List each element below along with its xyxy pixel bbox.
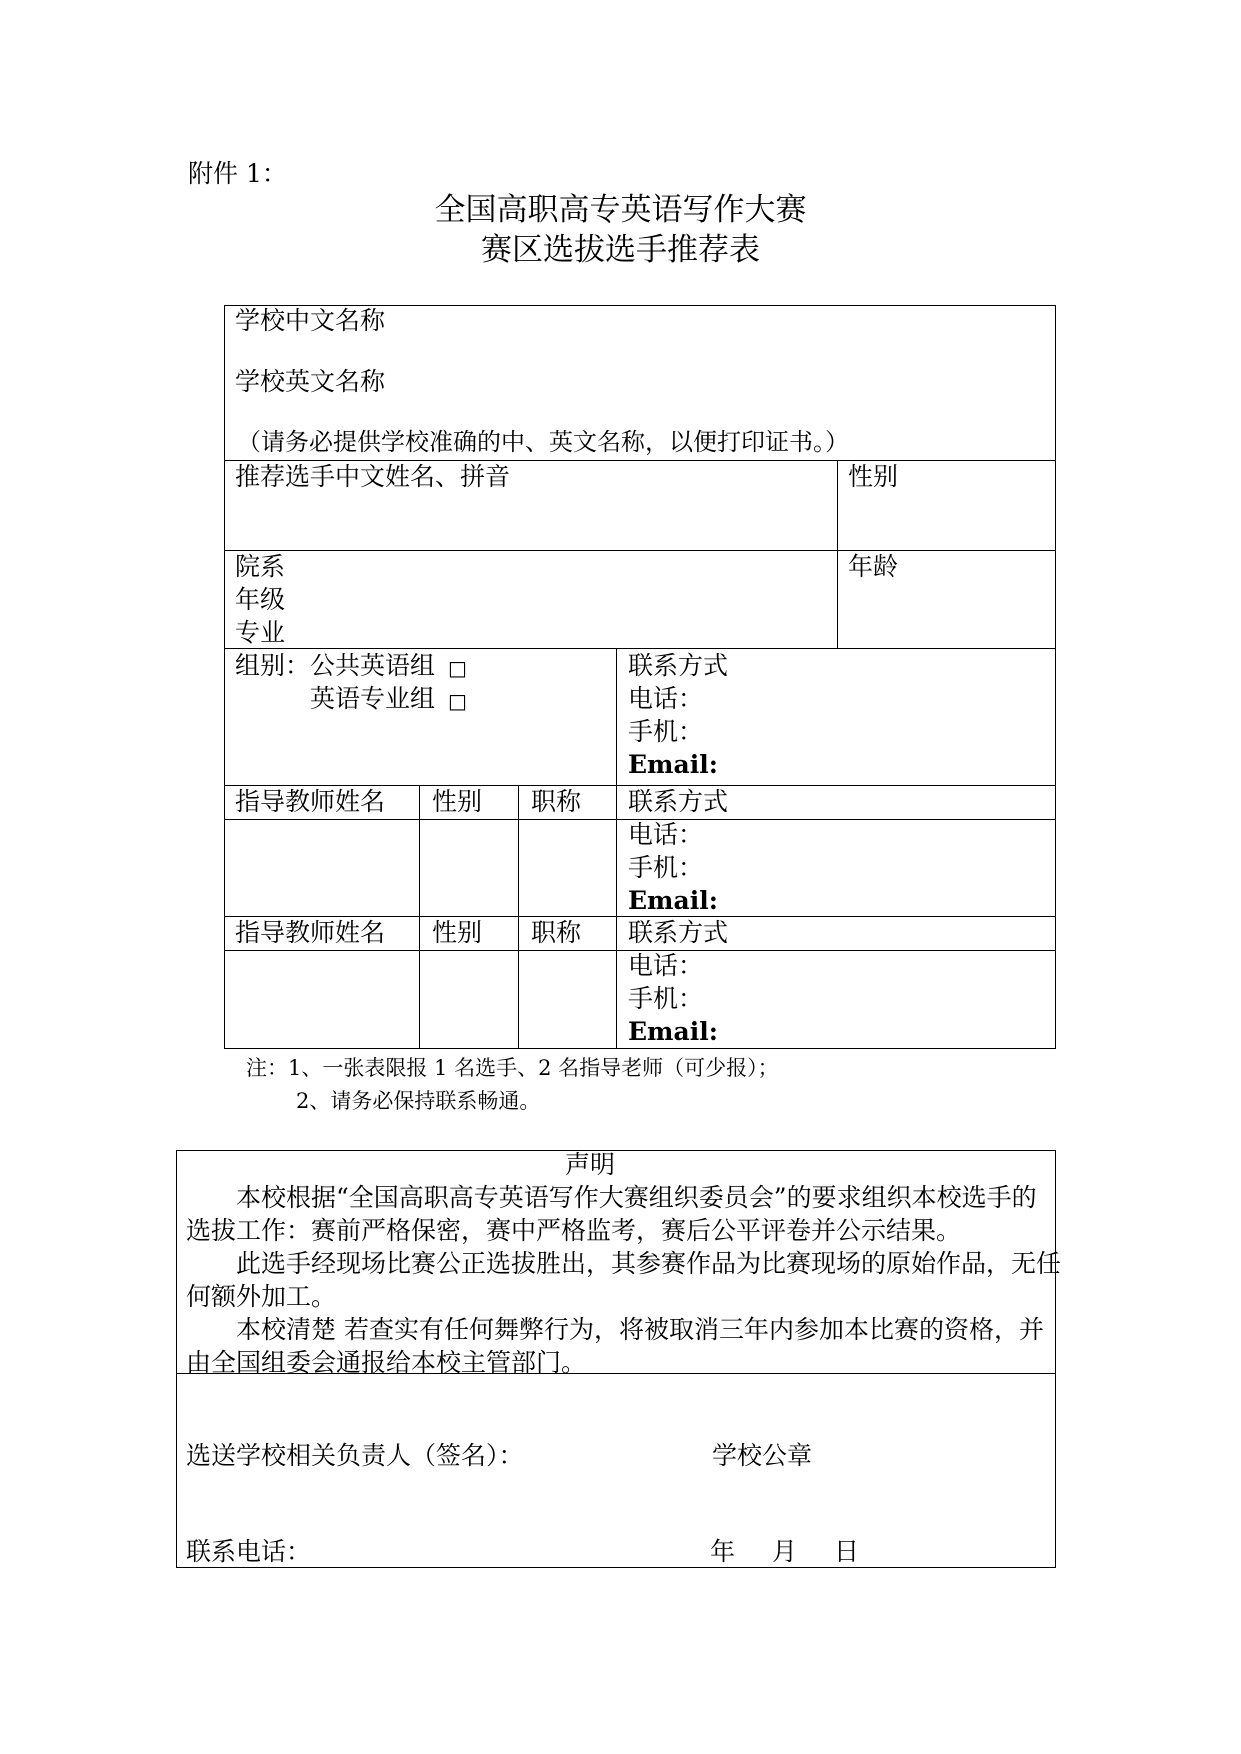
dept-label: 院系 [235, 552, 286, 581]
declaration-title: 声明 [565, 1150, 616, 1179]
teacher1-gender-label: 性别 [432, 787, 483, 816]
teacher1-name-label: 指导教师姓名 [235, 787, 386, 816]
attachment-label: 附件 1： [188, 159, 287, 188]
teacher1-email-label: Email: [628, 886, 718, 915]
date-month-label: 月 [772, 1537, 798, 1566]
teacher2-name-label: 指导教师姓名 [235, 918, 386, 947]
page-title: 全国高职高专英语写作大赛 [434, 192, 807, 228]
teacher2-gender-label: 性别 [432, 918, 483, 947]
school-seal-label: 学校公章 [712, 1441, 813, 1470]
declaration-p2-line1: 此选手经现场比赛公正选拔胜出，其参赛作品为比赛现场的原始作品，无任 [236, 1249, 1062, 1278]
student-mobile-label: 手机： [628, 717, 704, 746]
page-subtitle: 赛区选拔选手推荐表 [481, 232, 760, 268]
date-year-label: 年 [710, 1537, 736, 1566]
teacher2-email-label: Email: [628, 1017, 718, 1046]
student-contact-label: 联系方式 [628, 651, 729, 680]
teacher1-contact-label: 联系方式 [628, 787, 729, 816]
teacher2-contact-label: 联系方式 [628, 918, 729, 947]
group-label: 组别： [235, 651, 311, 680]
group-public-checkbox[interactable]: □ [448, 656, 467, 680]
note-line-1: 注：1、一张表限报 1 名选手、2 名指导老师（可少报）； [246, 1056, 779, 1080]
responsible-person-signature-label: 选送学校相关负责人（签名）： [186, 1441, 524, 1470]
age-label: 年龄 [848, 552, 899, 581]
group-english-major-label: 英语专业组 [310, 684, 436, 713]
student-name-label: 推荐选手中文姓名、拼音 [235, 462, 511, 491]
school-en-name-label: 学校英文名称 [235, 367, 386, 396]
note-line-2: 2、请务必保持联系畅通。 [296, 1089, 541, 1113]
date-day-label: 日 [834, 1537, 860, 1566]
grade-label: 年级 [235, 585, 286, 614]
declaration-p1-line1: 本校根据“全国高职高专英语写作大赛组织委员会”的要求组织本校选手的 [236, 1183, 1037, 1212]
student-phone-label: 电话： [628, 684, 704, 713]
school-cn-name-label: 学校中文名称 [235, 306, 386, 335]
teacher1-phone-label: 电话： [628, 820, 704, 849]
teacher1-title-label: 职称 [531, 787, 582, 816]
school-name-note: （请务必提供学校准确的中、英文名称，以便打印证书。） [237, 428, 849, 456]
group-public-english-label: 公共英语组 [310, 651, 436, 680]
declaration-p1-line2: 选拔工作：赛前严格保密，赛中严格监考，赛后公平评卷并公示结果。 [186, 1216, 962, 1245]
teacher2-mobile-label: 手机： [628, 984, 704, 1013]
teacher2-phone-label: 电话： [628, 951, 704, 980]
student-gender-label: 性别 [848, 462, 899, 491]
declaration-p3-line1: 本校清楚 若查实有任何舞弊行为，将被取消三年内参加本比赛的资格，并 [236, 1315, 1044, 1344]
teacher1-mobile-label: 手机： [628, 853, 704, 882]
contact-phone-label: 联系电话： [186, 1537, 312, 1566]
student-email-label: Email: [628, 750, 718, 779]
declaration-p3-line2: 由全国组委会通报给本校主管部门。 [186, 1348, 587, 1377]
teacher2-title-label: 职称 [531, 918, 582, 947]
major-label: 专业 [235, 618, 286, 647]
declaration-p2-line2: 何额外加工。 [186, 1282, 337, 1311]
group-major-checkbox[interactable]: □ [448, 689, 467, 713]
